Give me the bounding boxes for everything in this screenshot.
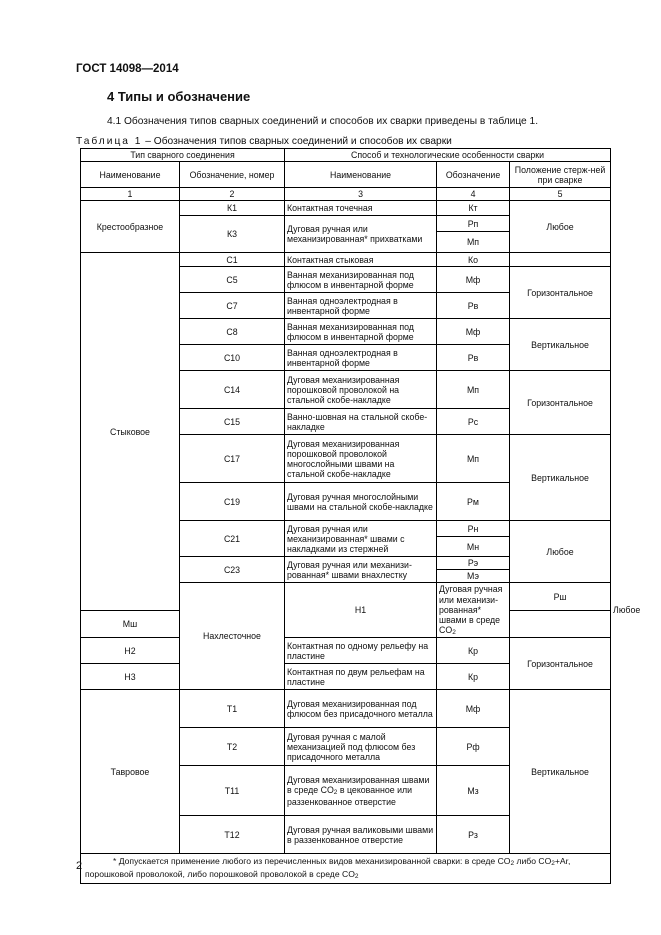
code-cell: Т12	[180, 816, 285, 854]
joint-type-cell: Тавровое	[81, 690, 180, 854]
designation-cell: Мн	[437, 537, 510, 557]
method-cell: Дуговая ручная многослойными швами на стальной скобе-накладке	[285, 483, 437, 521]
position-cell: Вертикальное	[510, 319, 611, 371]
col-header-designation: Обозначение	[437, 162, 510, 188]
col-header-code: Обозначение, номер	[180, 162, 285, 188]
intro-paragraph: 4.1 Обозначения типов сварных соединений и способов их сварки приведены в таблице 1.	[107, 116, 539, 127]
table-row: Нахлесточное Н1 Дуговая ручная или механизи-рованная* швами в среде $CO_2$ Рш Любое	[81, 583, 611, 610]
code-cell: С8	[180, 319, 285, 345]
method-cell: Контактная по одному рельефу на пластине	[285, 638, 437, 664]
method-cell: Дуговая ручная или механизированная* прихватками	[285, 216, 437, 253]
designation-cell: Мз	[437, 766, 510, 816]
position-cell: Горизонтальное	[510, 638, 611, 690]
code-cell: С17	[180, 435, 285, 483]
designation-cell: Мп	[437, 232, 510, 253]
designation-cell: Рф	[437, 728, 510, 766]
table-row	[81, 253, 611, 267]
method-cell: Ванная механизированная под флюсом в инвентарной форме	[285, 319, 437, 345]
designation-cell: Рш	[510, 583, 611, 610]
col-header-name: Наименование	[81, 162, 180, 188]
code-cell: Н1	[285, 583, 437, 638]
code-cell: С7	[180, 293, 285, 319]
welding-types-table	[80, 148, 641, 884]
position-cell	[510, 253, 611, 267]
method-cell: Ванная одноэлектродная в инвентарной форме	[285, 345, 437, 371]
col-number: 1	[81, 188, 180, 201]
table-row	[81, 690, 611, 728]
designation-cell: Рв	[437, 293, 510, 319]
method-cell: Контактная по двум рельефам на пластине	[285, 664, 437, 690]
method-cell: Дуговая механизированная швами в среде $CO_2$ в цекованное или раззенкованное отверстие	[285, 766, 437, 816]
page-number: 2	[76, 860, 83, 872]
joint-type-cell: Стыковое	[81, 253, 180, 611]
method-cell: Ванно-шовная на стальной скобе-накладке	[285, 409, 437, 435]
col-number: 4	[437, 188, 510, 201]
method-cell: Дуговая механизированная порошковой проволокой на стальной скобе-накладке	[285, 371, 437, 409]
designation-cell: Рн	[437, 521, 510, 537]
designation-cell: Мф	[437, 690, 510, 728]
code-cell: Т2	[180, 728, 285, 766]
document-header: ГОСТ 14098—2014	[76, 63, 179, 75]
designation-cell: Кт	[437, 201, 510, 216]
method-cell: Дуговая механизированная порошковой проволокой многослойными швами на стальной скобе-накладке	[285, 435, 437, 483]
group-header-method: Способ и технологические особенности сварки	[285, 149, 611, 162]
designation-cell: Мп	[437, 371, 510, 409]
method-cell: Контактная стыковая	[285, 253, 437, 267]
designation-cell: Рв	[437, 345, 510, 371]
group-header-joint: Тип сварного соединения	[81, 149, 285, 162]
joint-type-cell: Крестообразное	[81, 201, 180, 253]
position-cell: Горизонтальное	[510, 267, 611, 319]
position-cell: Вертикальное	[510, 435, 611, 521]
joint-type-cell: Нахлесточное	[180, 583, 285, 690]
method-cell: Дуговая ручная или механизи-рованная* швами в среде $CO_2$	[437, 583, 510, 638]
designation-cell: Мф	[437, 267, 510, 293]
code-cell: С1	[180, 253, 285, 267]
method-cell: Дуговая ручная или механизированная* швами с накладками из стержней	[285, 521, 437, 557]
designation-cell: Мп	[437, 435, 510, 483]
position-cell: Вертикальное	[510, 690, 611, 854]
method-cell: Дуговая механизированная под флюсом без присадочного металла	[285, 690, 437, 728]
col-number: 2	[180, 188, 285, 201]
code-cell: С23	[180, 557, 285, 583]
designation-cell: Рп	[437, 216, 510, 232]
method-cell: Дуговая ручная с малой механизацией под флюсом без присадочного металла	[285, 728, 437, 766]
designation-cell: Рэ	[437, 557, 510, 570]
code-cell: Н2	[81, 638, 180, 664]
col-number: 3	[285, 188, 437, 201]
method-cell: Дуговая ручная или механизи-рованная* швами внахлестку	[285, 557, 437, 583]
table-footnote: * Допускается применение любого из перечисленных видов механизированной сварки: в среде $CO_2$ либо $CO_2+Ar$, порошковой проволокой, либо порошковой проволокой в среде $CO_2$	[81, 854, 611, 884]
designation-cell: Кр	[437, 664, 510, 690]
code-cell: С15	[180, 409, 285, 435]
code-cell: К3	[180, 216, 285, 253]
designation-cell: Рз	[437, 816, 510, 854]
method-cell: Ванная одноэлектродная в инвентарной форме	[285, 293, 437, 319]
designation-cell: Мф	[437, 319, 510, 345]
position-cell: Горизонтальное	[510, 371, 611, 435]
table-caption-text: – Обозначения типов сварных соединений и способов их сварки	[145, 136, 452, 147]
code-cell: Н3	[81, 664, 180, 690]
table-footnote-row	[81, 854, 611, 884]
method-cell: Дуговая ручная валиковыми швами в раззенкованное отверстие	[285, 816, 437, 854]
col-header-method-name: Наименование	[285, 162, 437, 188]
table-row	[81, 638, 611, 664]
col-header-position: Положение стерж-ней при сварке	[510, 162, 611, 188]
table-row	[81, 201, 611, 216]
code-cell: С21	[180, 521, 285, 557]
code-cell: Т11	[180, 766, 285, 816]
code-cell: Т1	[180, 690, 285, 728]
table-caption-label: Таблица 1	[76, 136, 143, 147]
code-cell: С19	[180, 483, 285, 521]
code-cell: К1	[180, 201, 285, 216]
position-cell: Любое	[510, 201, 611, 253]
position-cell: Любое	[510, 521, 611, 583]
designation-cell: Мэ	[437, 570, 510, 583]
section-title: 4 Типы и обозначение	[107, 89, 251, 104]
method-cell: Ванная механизированная под флюсом в инвентарной форме	[285, 267, 437, 293]
table-caption	[76, 136, 452, 147]
designation-cell: Мш	[81, 610, 180, 637]
code-cell: С14	[180, 371, 285, 409]
col-number: 5	[510, 188, 611, 201]
designation-cell: Рм	[437, 483, 510, 521]
code-cell: С5	[180, 267, 285, 293]
designation-cell: Рс	[437, 409, 510, 435]
method-cell: Контактная точечная	[285, 201, 437, 216]
designation-cell: Ко	[437, 253, 510, 267]
designation-cell: Кр	[437, 638, 510, 664]
code-cell: С10	[180, 345, 285, 371]
